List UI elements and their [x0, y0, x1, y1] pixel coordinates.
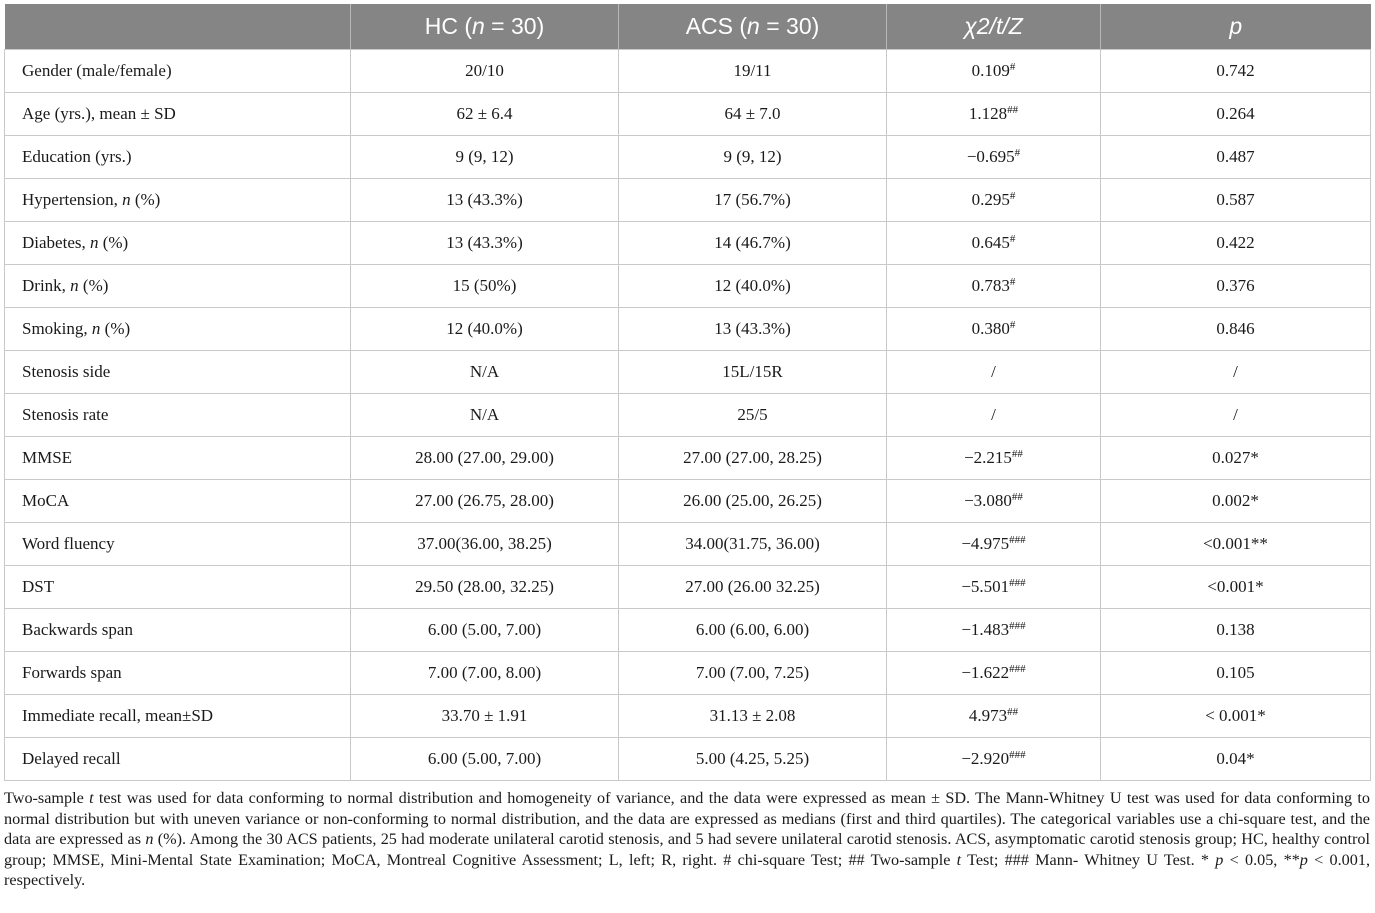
header-p-text: p [1229, 13, 1243, 39]
cell-statistic [887, 394, 1101, 437]
statistic-test-mark: ## [1007, 706, 1019, 718]
cell-hc: 7.00 (7.00, 8.00) [351, 652, 619, 695]
table-row [5, 308, 1371, 351]
header-acs-post: = 30) [759, 13, 820, 39]
statistic-value: 0.783 [971, 276, 1010, 295]
row-label [5, 351, 351, 394]
cell-statistic [887, 179, 1101, 222]
cell-statistic [887, 695, 1101, 738]
row-label-var: n [89, 233, 99, 252]
statistic-value: / [991, 405, 996, 424]
cell-statistic [887, 738, 1101, 781]
cell-p-value: 0.487 [1101, 136, 1371, 179]
cell-hc: 28.00 (27.00, 29.00) [351, 437, 619, 480]
row-label-var: n [91, 319, 101, 338]
row-label [5, 437, 351, 480]
cell-statistic [887, 652, 1101, 695]
row-label [5, 523, 351, 566]
table-row [5, 609, 1371, 652]
statistic-value: −5.501 [961, 577, 1010, 596]
row-label [5, 308, 351, 351]
cell-hc: 9 (9, 12) [351, 136, 619, 179]
statistic-value: −1.622 [961, 663, 1010, 682]
row-label-text: Stenosis rate [22, 405, 109, 424]
footnote-italic: t [89, 789, 94, 807]
cell-p-value: <0.001* [1101, 566, 1371, 609]
cell-statistic [887, 437, 1101, 480]
cell-hc: N/A [351, 394, 619, 437]
header-acs-pre: ACS ( [685, 13, 748, 39]
header-variable [5, 4, 351, 50]
cell-acs: 15L/15R [619, 351, 887, 394]
header-acs [619, 4, 887, 50]
row-label [5, 738, 351, 781]
footnote-part: < 0.001, respectively. [4, 850, 1370, 890]
cell-acs: 12 (40.0%) [619, 265, 887, 308]
statistic-value: 0.295 [971, 190, 1010, 209]
cell-acs: 25/5 [619, 394, 887, 437]
cell-p-value: 0.264 [1101, 93, 1371, 136]
table-row [5, 523, 1371, 566]
row-label-text: Gender (male/female) [22, 61, 172, 80]
cell-acs: 34.00(31.75, 36.00) [619, 523, 887, 566]
footnote-part: < 0.05, ** [1223, 850, 1300, 869]
row-label-text: Smoking, [22, 319, 92, 338]
cell-statistic [887, 50, 1101, 93]
row-label-post: (%) [100, 319, 131, 338]
table-row [5, 222, 1371, 265]
statistic-test-mark: # [1009, 276, 1016, 288]
table-body [5, 50, 1371, 781]
cell-hc: 33.70 ± 1.91 [351, 695, 619, 738]
cell-hc: 20/10 [351, 50, 619, 93]
cell-hc: N/A [351, 351, 619, 394]
statistic-value: 0.380 [971, 319, 1010, 338]
cell-statistic [887, 523, 1101, 566]
row-label-text: MoCA [22, 491, 70, 510]
statistic-test-mark: ## [1011, 448, 1023, 460]
header-hc-pre: HC ( [424, 13, 472, 39]
header-statistic-text: χ2/t/Z [964, 13, 1023, 39]
row-label-text: DST [22, 577, 55, 596]
cell-hc: 6.00 (5.00, 7.00) [351, 609, 619, 652]
header-statistic [887, 4, 1101, 50]
row-label [5, 609, 351, 652]
header-acs-var: n [747, 13, 760, 39]
cell-acs: 27.00 (27.00, 28.25) [619, 437, 887, 480]
cell-acs: 6.00 (6.00, 6.00) [619, 609, 887, 652]
table-row [5, 351, 1371, 394]
cell-acs: 5.00 (4.25, 5.25) [619, 738, 887, 781]
table-row [5, 437, 1371, 480]
statistic-value: −4.975 [961, 534, 1010, 553]
cell-p-value: 0.105 [1101, 652, 1371, 695]
statistic-test-mark: # [1009, 61, 1016, 73]
row-label-post: (%) [78, 276, 109, 295]
cell-hc: 62 ± 6.4 [351, 93, 619, 136]
statistic-value: −3.080 [964, 491, 1012, 510]
row-label-text: MMSE [22, 448, 73, 467]
row-label-text: Stenosis side [22, 362, 111, 381]
cell-hc: 15 (50%) [351, 265, 619, 308]
table-row [5, 652, 1371, 695]
cell-hc: 29.50 (28.00, 32.25) [351, 566, 619, 609]
table-header-row [5, 4, 1371, 50]
cell-hc: 13 (43.3%) [351, 179, 619, 222]
cell-p-value: / [1101, 351, 1371, 394]
statistic-value: 1.128 [968, 104, 1008, 123]
row-label-text: Drink, [22, 276, 71, 295]
table-container [4, 4, 1370, 781]
statistic-test-mark: # [1009, 190, 1016, 202]
cell-p-value: 0.422 [1101, 222, 1371, 265]
table-row [5, 265, 1371, 308]
row-label-text: Immediate recall, mean±SD [22, 706, 214, 725]
cell-p-value: <0.001** [1101, 523, 1371, 566]
footnote-part: Test; ### Mann- Whitney U Test. * [961, 850, 1216, 869]
cell-p-value: 0.376 [1101, 265, 1371, 308]
table-row [5, 695, 1371, 738]
cell-p-value: 0.04* [1101, 738, 1371, 781]
row-label [5, 480, 351, 523]
cell-p-value: 0.587 [1101, 179, 1371, 222]
row-label-var: n [122, 190, 131, 209]
row-label-text: Diabetes, [22, 233, 90, 252]
statistic-test-mark: # [1014, 147, 1021, 159]
cell-acs: 9 (9, 12) [619, 136, 887, 179]
footnote-italic: t [956, 850, 962, 869]
demographics-table [4, 4, 1371, 781]
statistic-test-mark: # [1009, 233, 1016, 245]
row-label [5, 652, 351, 695]
footnote-italic: p [1215, 850, 1224, 869]
cell-statistic [887, 609, 1101, 652]
cell-hc: 6.00 (5.00, 7.00) [351, 738, 619, 781]
statistic-test-mark: ### [1009, 749, 1026, 761]
table-row [5, 136, 1371, 179]
cell-acs: 26.00 (25.00, 26.25) [619, 480, 887, 523]
row-label [5, 566, 351, 609]
header-p-value [1101, 4, 1371, 50]
cell-statistic [887, 308, 1101, 351]
row-label-text: Backwards span [22, 620, 133, 639]
footnote-italic: n [145, 830, 154, 849]
table-row [5, 566, 1371, 609]
cell-hc: 12 (40.0%) [351, 308, 619, 351]
cell-p-value: 0.027* [1101, 437, 1371, 480]
cell-acs: 14 (46.7%) [619, 222, 887, 265]
statistic-test-mark: ## [1011, 491, 1023, 503]
row-label [5, 93, 351, 136]
row-label-text: Age (yrs.), mean ± SD [22, 104, 176, 123]
statistic-value: −2.215 [964, 448, 1012, 467]
cell-acs: 17 (56.7%) [619, 179, 887, 222]
statistic-value: −0.695 [966, 147, 1015, 166]
statistic-value: 0.109 [971, 61, 1010, 80]
header-hc [351, 4, 619, 50]
table-row [5, 179, 1371, 222]
header-hc-var: n [472, 13, 485, 39]
statistic-test-mark: ### [1009, 663, 1026, 675]
statistic-test-mark: ### [1009, 534, 1026, 546]
statistic-test-mark: ### [1009, 620, 1026, 632]
cell-acs: 13 (43.3%) [619, 308, 887, 351]
cell-statistic [887, 222, 1101, 265]
cell-statistic [887, 93, 1101, 136]
cell-p-value: 0.002* [1101, 480, 1371, 523]
statistic-value: / [991, 362, 996, 381]
statistic-value: −2.920 [961, 749, 1010, 768]
row-label [5, 394, 351, 437]
row-label-post: (%) [98, 233, 129, 252]
table-footnote [4, 788, 1370, 891]
statistic-value: 4.973 [968, 706, 1008, 725]
statistic-test-mark: ### [1009, 577, 1026, 589]
table-row [5, 480, 1371, 523]
cell-statistic [887, 351, 1101, 394]
statistic-test-mark: # [1009, 319, 1016, 331]
row-label-text: Word fluency [22, 534, 115, 553]
row-label-var: n [70, 276, 79, 295]
statistic-value: −1.483 [961, 620, 1010, 639]
footnote-part: (%). Among the 30 ACS patients, 25 had moderate unilateral carotid stenosis, and 5 had severe unilateral carotid stenosis. ACS, asymptomatic carotid stenosis group; HC, healthy control group; MMSE, Mini-Mental State Examination; MoCA, Montreal Cognitive Assessment; L, left; R, right. # chi-square Test; ## Two-sample [4, 830, 1370, 869]
cell-acs: 64 ± 7.0 [619, 93, 887, 136]
row-label [5, 695, 351, 738]
footnote-part: test was used for data conforming to normal distribution and homogeneity of variance, and the data were expressed as mean ± SD. The Mann-Whitney U test was used for data conforming to normal distribution but with uneven variance or non-conforming to normal distribution, and the data are expressed as medians (first and third quartiles). The categorical variables use a chi-square test, and the data are expressed as [4, 789, 1370, 849]
cell-statistic [887, 265, 1101, 308]
cell-statistic [887, 566, 1101, 609]
row-label [5, 50, 351, 93]
cell-acs: 27.00 (26.00 32.25) [619, 566, 887, 609]
cell-hc: 13 (43.3%) [351, 222, 619, 265]
cell-acs: 19/11 [619, 50, 887, 93]
cell-p-value: 0.742 [1101, 50, 1371, 93]
cell-p-value: 0.138 [1101, 609, 1371, 652]
cell-p-value: / [1101, 394, 1371, 437]
statistic-test-mark: ## [1007, 104, 1019, 116]
row-label-text: Education (yrs.) [22, 147, 132, 166]
row-label-post: (%) [130, 190, 161, 209]
row-label [5, 222, 351, 265]
row-label [5, 136, 351, 179]
cell-hc: 27.00 (26.75, 28.00) [351, 480, 619, 523]
cell-acs: 31.13 ± 2.08 [619, 695, 887, 738]
table-row [5, 738, 1371, 781]
statistic-value: 0.645 [971, 233, 1010, 252]
footnote-italic: p [1299, 850, 1308, 869]
footnote-part: Two-sample [4, 789, 90, 807]
cell-p-value: 0.846 [1101, 308, 1371, 351]
row-label-text: Forwards span [22, 663, 122, 682]
cell-p-value: < 0.001* [1101, 695, 1371, 738]
cell-statistic [887, 480, 1101, 523]
table-row [5, 50, 1371, 93]
table-row [5, 93, 1371, 136]
row-label [5, 179, 351, 222]
row-label [5, 265, 351, 308]
cell-acs: 7.00 (7.00, 7.25) [619, 652, 887, 695]
row-label-text: Hypertension, [22, 190, 123, 209]
header-hc-post: = 30) [484, 13, 545, 39]
cell-statistic [887, 136, 1101, 179]
row-label-text: Delayed recall [22, 749, 121, 768]
table-row [5, 394, 1371, 437]
cell-hc: 37.00(36.00, 38.25) [351, 523, 619, 566]
